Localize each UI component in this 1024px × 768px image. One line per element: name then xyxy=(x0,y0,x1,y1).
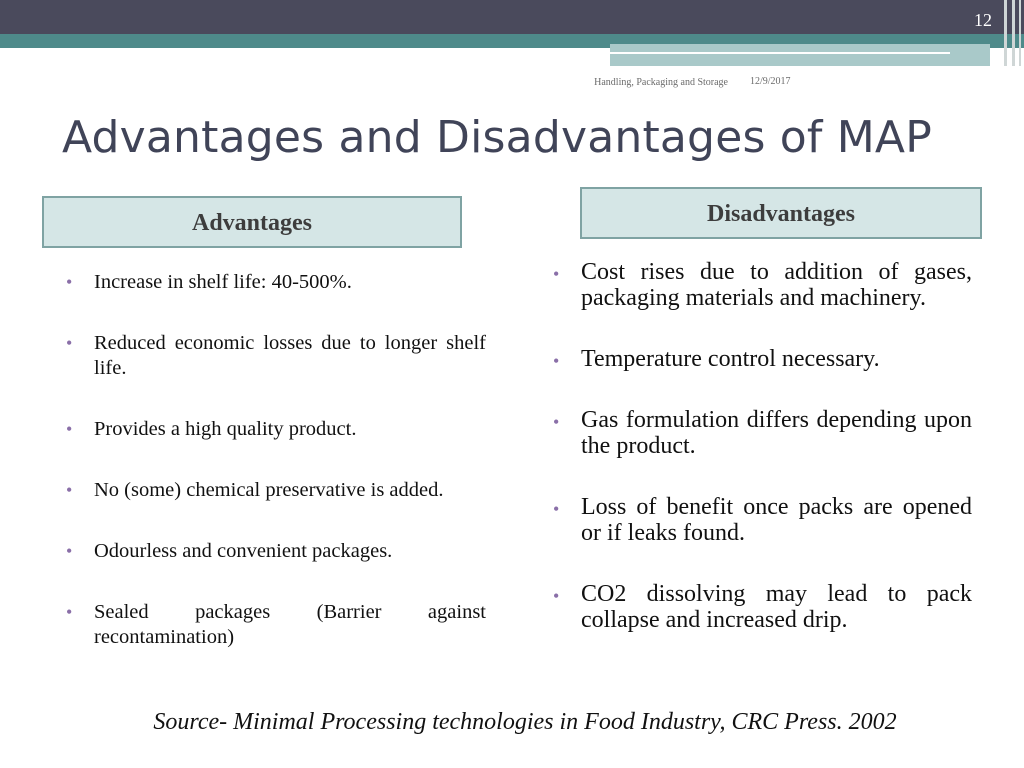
list-item-text: Temperature control necessary. xyxy=(581,346,880,372)
slide-title: Advantages and Disadvantages of MAP xyxy=(62,112,932,163)
list-item xyxy=(553,259,972,311)
bullet-icon: • xyxy=(553,351,560,371)
bullet-icon: • xyxy=(553,586,560,606)
list-item-text: Loss of benefit once packs are opened or if leaks found. xyxy=(581,494,972,546)
bullet-icon: • xyxy=(66,602,73,622)
list-item-text: Increase in shelf life: 40-500%. xyxy=(94,271,352,293)
list-item-text: CO2 dissolving may lead to pack collapse and increased drip. xyxy=(581,581,972,633)
decorative-vertical-line xyxy=(1019,0,1021,66)
list-item-text: Cost rises due to addition of gases, packaging materials and machinery. xyxy=(581,259,972,311)
list-item-text: Odourless and convenient packages. xyxy=(94,540,393,562)
disadvantages-list xyxy=(553,259,972,668)
decorative-vertical-line xyxy=(1012,0,1015,66)
list-item-text: Sealed packages (Barrier against recontamination) xyxy=(94,601,486,648)
decorative-line xyxy=(610,52,950,54)
bullet-icon: • xyxy=(66,419,73,439)
footer-date: 12/9/2017 xyxy=(750,76,791,87)
footer-title: Handling, Packaging and Storage xyxy=(594,77,728,88)
list-item xyxy=(66,539,486,564)
slide-number: 12 xyxy=(974,10,992,30)
list-item xyxy=(66,270,486,295)
bullet-icon: • xyxy=(66,333,73,353)
list-item xyxy=(553,346,972,372)
bullet-icon: • xyxy=(553,499,560,519)
list-item xyxy=(66,600,486,650)
list-item-text: Reduced economic losses due to longer shelf life. xyxy=(94,332,486,379)
list-item xyxy=(66,331,486,381)
bullet-icon: • xyxy=(553,264,560,284)
list-item xyxy=(553,407,972,459)
light-teal-decorative-band xyxy=(610,44,990,66)
list-item xyxy=(66,478,486,503)
list-item xyxy=(553,494,972,546)
bullet-icon: • xyxy=(553,412,560,432)
list-item xyxy=(553,581,972,633)
list-item-text: Gas formulation differs depending upon the product. xyxy=(581,407,972,459)
disadvantages-header: Disadvantages xyxy=(580,187,982,239)
advantages-list xyxy=(66,270,486,686)
bullet-icon: • xyxy=(66,480,73,500)
list-item-text: No (some) chemical preservative is added. xyxy=(94,479,444,501)
bullet-icon: • xyxy=(66,272,73,292)
decorative-vertical-line xyxy=(1004,0,1007,66)
source-citation: Source- Minimal Processing technologies in Food Industry, CRC Press. 2002 xyxy=(153,709,897,735)
top-decorative-bar xyxy=(0,0,1024,34)
list-item-text: Provides a high quality product. xyxy=(94,418,357,440)
advantages-header: Advantages xyxy=(42,196,462,248)
bullet-icon: • xyxy=(66,541,73,561)
list-item xyxy=(66,417,486,442)
